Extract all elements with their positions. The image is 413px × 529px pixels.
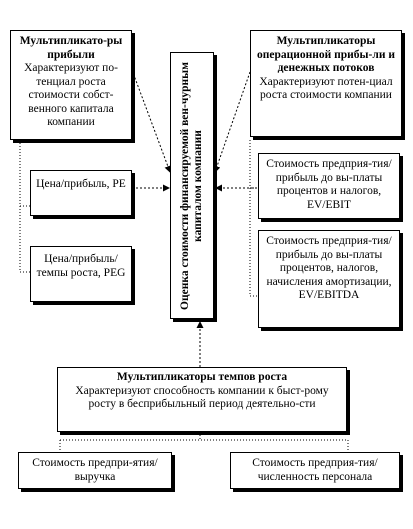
profit-multipliers-title: Мультипликато-ры прибыли: [19, 35, 123, 61]
center-valuation-label: Оценка стоимости финансируемой вен-чурным капиталом компании: [179, 61, 204, 310]
ev-headcount-box: [230, 452, 400, 489]
arrow-profit-to-center: [132, 70, 170, 172]
center-valuation-box: [170, 52, 214, 319]
ev-revenue-box: [18, 452, 172, 489]
arrow-operating-to-center: [215, 72, 250, 172]
growth-multipliers-description: Характеризуют способность компании к быст-рому росту в бесприбыльный период деятельно-сти: [75, 384, 329, 410]
growth-multipliers-box: [57, 367, 347, 432]
ev-ebit-label: Стоимость предприя-тия/прибыль до вы-платы процентов и налогов, EV/EBIT: [266, 158, 392, 211]
pe-label: Цена/прибыль, PE: [36, 178, 126, 190]
pe-box: [30, 170, 132, 216]
operating-multipliers-description: Характеризуют потен-циал роста стоимости компании: [259, 75, 393, 101]
operating-multipliers-box: [250, 30, 402, 137]
operating-multipliers-title: Мультипликаторы операционной прибы-ли и денежных потоков: [257, 35, 395, 74]
ev-ebitda-box: [258, 230, 400, 328]
peg-box: [30, 246, 132, 302]
profit-multipliers-description: Характеризуют по-тенциал роста стоимости собст-венного капитала компании: [24, 62, 118, 128]
growth-multipliers-title: Мультипликаторы темпов роста: [116, 371, 288, 383]
ev-ebit-box: [258, 153, 400, 219]
ev-revenue-label: Стоимость предпри-ятия/выручка: [32, 457, 158, 483]
ev-headcount-label: Стоимость предприя-тия/численность персонала: [252, 457, 378, 483]
ev-ebitda-label: Стоимость предприя-тия/прибыль до вы-платы процентов, налогов, начисления амортизации, EV/EBITDA: [266, 235, 392, 301]
profit-multipliers-box: [10, 30, 132, 140]
peg-label: Цена/прибыль/ темпы роста, PEG: [36, 253, 126, 279]
